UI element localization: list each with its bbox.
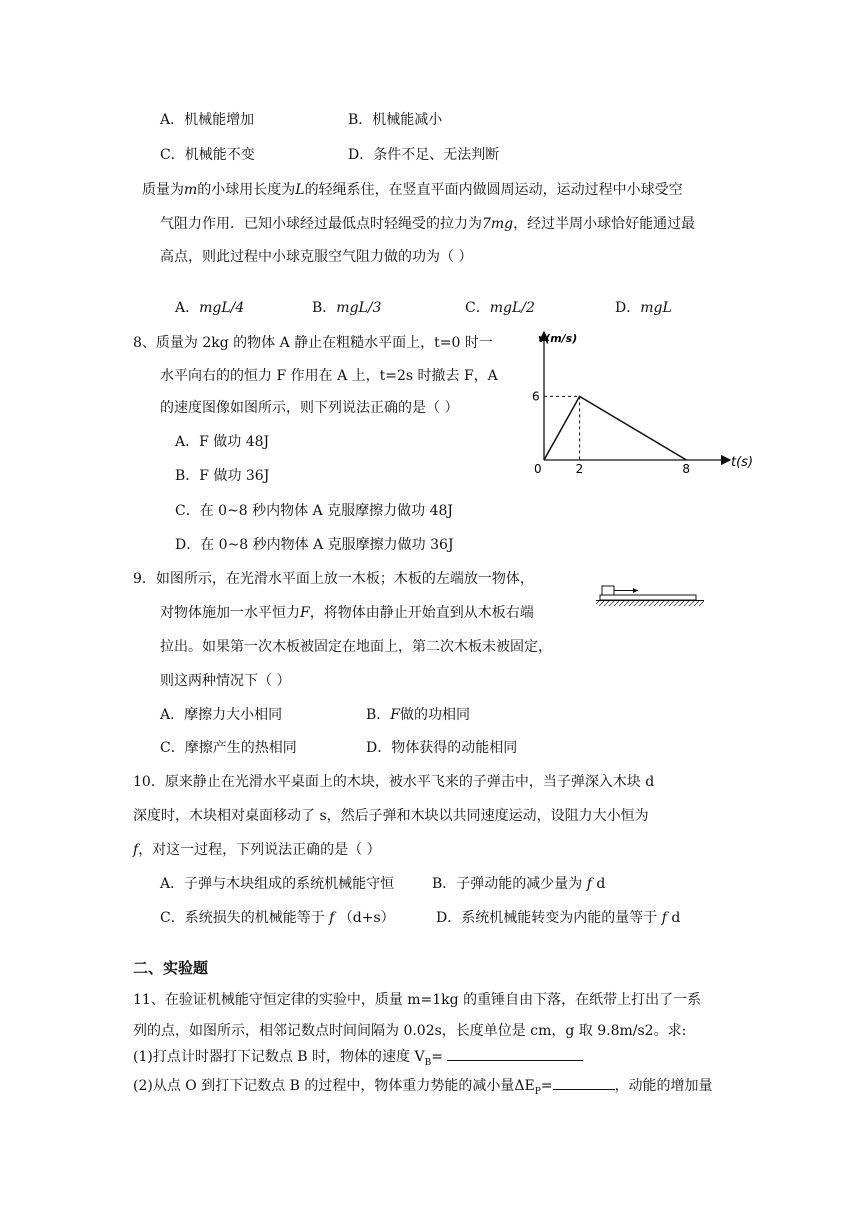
q11-part2: (2)从点 O 到打下记数点 B 的过程中，物体重力势能的减小量$\Delta E_P=$ ，动能的增加量 (133, 1075, 713, 1102)
q11-stem-line2: 列的点，如图所示，相邻记数点时间间隔为 0.02s，长度单位是 cm，g 取 9.8m/s2。求: (133, 1023, 687, 1039)
y-axis-label: v(m/s) (538, 332, 578, 345)
q8-option-d: D．在 0~8 秒内物体 A 克服摩擦力做功 36J (175, 537, 454, 553)
answer-blank-vb (447, 1046, 583, 1061)
section-title-experiment: 二、实验题 (133, 959, 209, 977)
q6-option-b: B．机械能减小 (348, 112, 443, 128)
velocity-time-chart (528, 326, 760, 474)
q8-option-b: B．F 做功 36J (175, 468, 270, 484)
q10-option-d: D．系统机械能转变为内能的量等于 f d (436, 910, 681, 926)
x-tick-label-2: 2 (575, 462, 584, 474)
y-tick-label-6: 6 (532, 389, 540, 404)
q8-stem-line2: 水平向右的的恒力 F 作用在 A 上，t=2s 时撤去 F，A (160, 368, 498, 384)
q8-stem-line1: 8、质量为 2kg 的物体 A 静止在粗糙水平面上，t=0 时一 (133, 335, 493, 351)
board-block-diagram (596, 584, 706, 608)
q7-option-b: B．mgL/3 (312, 300, 382, 316)
velocity-line (544, 396, 686, 460)
q8-stem-line3: 的速度图像如图所示，则下列说法正确的是（ ） (160, 400, 459, 416)
q9-stem-line1: 9．如图所示，在光滑水平面上放一木板；木板的左端放一物体， (133, 571, 534, 587)
q7-option-a: A．mgL/4 (175, 300, 245, 316)
q11-stem-line1: 11、在验证机械能守恒定律的实验中，质量 m=1kg 的重锤自由下落，在纸带上打出了一系 (133, 992, 702, 1008)
q9-option-d: D．物体获得的动能相同 (366, 740, 518, 756)
x-tick-label-0: 0 (534, 462, 542, 474)
q10-option-a: A．子弹与木块组成的系统机械能守恒 (160, 876, 395, 892)
block (602, 586, 614, 595)
answer-blank-ep (553, 1075, 615, 1090)
q10-option-c: C．系统损失的机械能等于 f （d+s） (160, 910, 395, 926)
q8-option-c: C．在 0~8 秒内物体 A 克服摩擦力做功 48J (175, 503, 454, 519)
q7-stem-line2: 气阻力作用．已知小球经过最低点时轻绳受的拉力为7mg，经过半周小球恰好能通过最 (160, 216, 696, 232)
q9-stem-line4: 则这两种情况下（ ） (160, 673, 291, 689)
board (600, 595, 696, 600)
ground-hatching (596, 601, 704, 606)
force-arrowhead (633, 588, 638, 593)
q11-part1: (1)打点计时器打下记数点 B 时，物体的速度 $V_B=$ (133, 1046, 583, 1073)
q9-option-b: B．F做的功相同 (366, 707, 471, 723)
q10-stem-line2: 深度时，木块相对桌面移动了 s，然后子弹和木块以共同速度运动，设阻力大小恒为 (133, 808, 649, 824)
q9-option-c: C．摩擦产生的热相同 (160, 740, 297, 756)
q7-stem-line3: 高点，则此过程中小球克服空气阻力做的功为（ ） (160, 249, 473, 265)
q10-stem-line3: f，对这一过程，下列说法正确的是（ ） (133, 842, 381, 858)
q6-option-a: A．机械能增加 (160, 112, 255, 128)
x-tick-label-8: 8 (682, 462, 691, 474)
q7-option-d: D．mgL (615, 300, 672, 316)
q6-option-d: D．条件不足、无法判断 (348, 147, 500, 163)
q9-stem-line3: 拉出。如果第一次木板被固定在地面上，第二次木板未被固定， (160, 639, 552, 655)
q9-stem-line2: 对物体施加一水平恒力F，将物体由静止开始直到从木板右端 (160, 605, 534, 621)
x-axis-label: t(s) (731, 455, 754, 470)
q9-option-a: A．摩擦力大小相同 (160, 707, 283, 723)
q10-option-b: B．子弹动能的减少量为 f d (432, 876, 606, 892)
q6-option-c: C．机械能不变 (160, 147, 255, 163)
q10-stem-line1: 10．原来静止在光滑水平桌面上的木块，被水平飞来的子弹击中，当子弹深入木块 d (133, 774, 655, 790)
q7-stem-line1: 质量为m的小球用长度为L的轻绳系住，在竖直平面内做圆周运动，运动过程中小球受空 (142, 182, 683, 198)
q8-option-a: A．F 做功 48J (175, 434, 270, 450)
q7-option-c: C．mgL/2 (465, 300, 535, 316)
